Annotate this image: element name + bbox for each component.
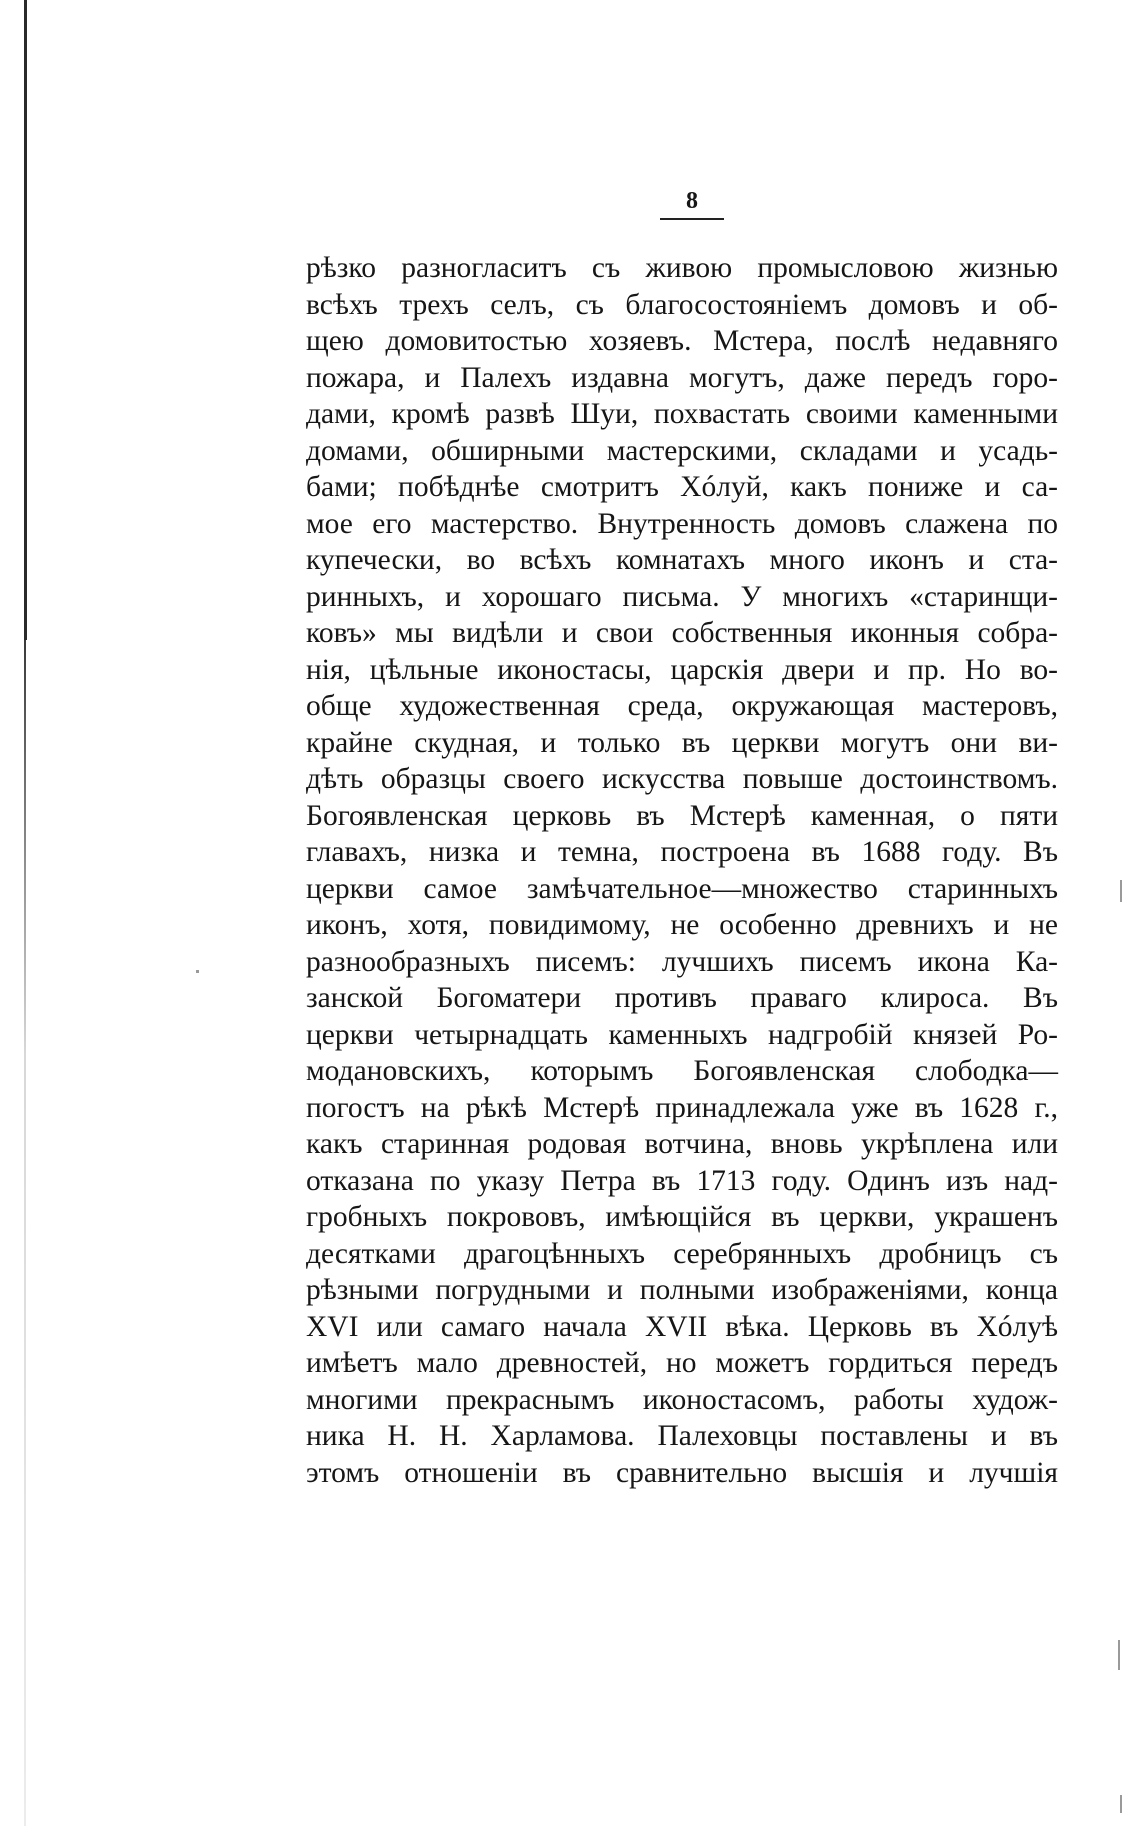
- scan-speck: [1120, 1795, 1122, 1813]
- text-line: дѣть образцы своего искусства повыше достоинствомъ.: [306, 763, 1058, 795]
- text-line: нія, цѣльные иконостасы, царскія двери и пр. Но во-: [306, 653, 1058, 686]
- scan-speck: [1120, 880, 1122, 902]
- text-line: иконъ, хотя, повидимому, не особенно древнихъ и не: [306, 909, 1058, 941]
- text-line: бами; побѣднѣе смотритъ Хóлуй, какъ пониже и са-: [306, 471, 1058, 503]
- text-line: XVI или самаго начала XVII вѣка. Церковь въ Хóлуѣ: [306, 1310, 1058, 1343]
- text-line: церкви четырнадцать каменныхъ надгробій князей Ро-: [306, 1018, 1058, 1051]
- text-line: церкви самое замѣчательное—множество старинныхъ: [306, 872, 1058, 905]
- page-number-rule: [660, 218, 724, 220]
- text-line: какъ старинная родовая вотчина, вновь укрѣплена или: [306, 1128, 1058, 1160]
- text-line: имѣетъ мало древностей, но можетъ гордиться передъ: [306, 1347, 1058, 1379]
- text-line: многими прекраснымъ иконостасомъ, работы худож-: [306, 1383, 1058, 1416]
- text-line: Богоявленская церковь въ Мстерѣ каменная, о пяти: [306, 799, 1058, 832]
- text-line: крайне скудная, и только въ церкви могутъ они ви-: [306, 726, 1058, 759]
- text-line: обще художественная среда, окружающая мастеровъ,: [306, 690, 1058, 722]
- text-line: мое его мастерство. Внутренность домовъ слажена по: [306, 507, 1058, 540]
- text-line: гробныхъ покрововъ, имѣющійся въ церкви, украшенъ: [306, 1201, 1058, 1233]
- binding-edge-shadow: [24, 640, 26, 1826]
- scan-speck: [196, 970, 199, 973]
- binding-edge-line: [24, 0, 27, 640]
- text-line: дами, кромѣ развѣ Шуи, похвастать своими каменными: [306, 398, 1058, 430]
- text-line: щею домовитостью хозяевъ. Мстера, послѣ недавняго: [306, 325, 1058, 357]
- text-line: модановскихъ, которымъ Богоявленская слободка—: [306, 1055, 1058, 1087]
- text-line: главахъ, низка и темна, построена въ 1688 году. Въ: [306, 836, 1058, 868]
- text-line: купечески, во всѣхъ комнатахъ много иконъ и ста-: [306, 544, 1058, 576]
- page-number: 8: [686, 188, 698, 214]
- body-text: [306, 250, 1058, 1491]
- text-line: рѣзко разногласитъ съ живою промысловою жизнью: [306, 252, 1058, 284]
- text-line: отказана по указу Петра въ 1713 году. Одинъ изъ над-: [306, 1164, 1058, 1197]
- text-line: десятками драгоцѣнныхъ серебрянныхъ дробницъ съ: [306, 1237, 1058, 1270]
- text-line: занской Богоматери противъ праваго клироса. Въ: [306, 982, 1058, 1014]
- text-line: ковъ» мы видѣли и свои собственныя иконныя собра-: [306, 617, 1058, 649]
- text-line: разнообразныхъ писемъ: лучшихъ писемъ икона Ка-: [306, 945, 1058, 978]
- text-line: ринныхъ, и хорошаго письма. У многихъ «старинщи-: [306, 580, 1058, 613]
- scan-speck: [1118, 1640, 1120, 1670]
- text-line: всѣхъ трехъ селъ, съ благосостояніемъ домовъ и об-: [306, 288, 1058, 321]
- text-line: рѣзными погрудными и полными изображеніями, конца: [306, 1274, 1058, 1306]
- text-line: этомъ отношеніи въ сравнительно высшія и лучшія: [306, 1456, 1058, 1489]
- text-line: погостъ на рѣкѣ Мстерѣ принадлежала уже въ 1628 г.,: [306, 1091, 1058, 1124]
- text-line: ника Н. Н. Харламова. Палеховцы поставлены и въ: [306, 1420, 1058, 1452]
- text-line: пожара, и Палехъ издавна могутъ, даже передъ горо-: [306, 361, 1058, 394]
- text-line: домами, обширными мастерскими, складами и усадь-: [306, 434, 1058, 467]
